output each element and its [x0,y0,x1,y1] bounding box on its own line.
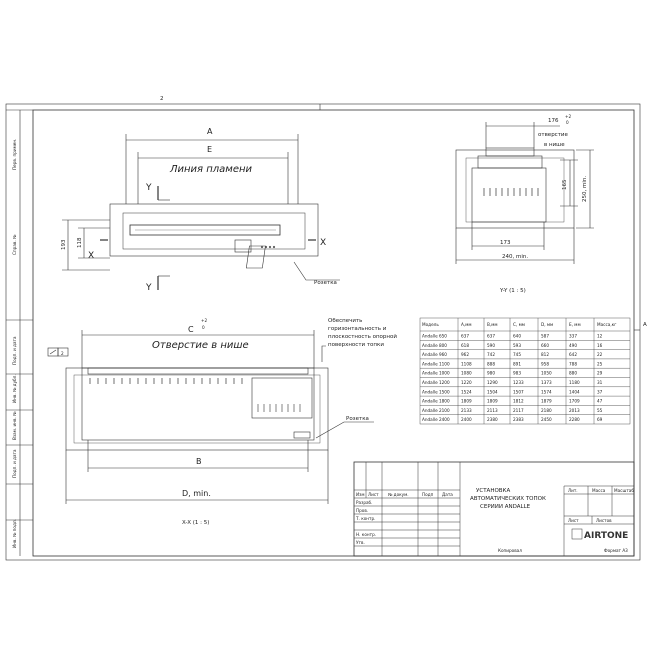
table-cell: Andalle 1000 [422,370,450,376]
svg-text:Отверстие в нише: Отверстие в нише [152,340,249,351]
svg-text:Перв. примен.: Перв. примен. [12,138,17,170]
left-stamp [12,139,17,548]
table-header-cell: A,мм [461,322,472,327]
table-cell: 12 [597,333,603,339]
front-vent-slots [90,378,242,384]
airtone-logo: AIRTONE [584,531,629,541]
svg-text:0: 0 [202,325,205,330]
side-view-labels [499,114,588,294]
table-cell: 2133 [461,407,472,413]
svg-text:Изм: Изм [356,492,365,497]
svg-text:176: 176 [548,118,559,124]
table-cell: 55 [597,407,603,413]
table-cell: 637 [487,333,495,339]
table-cell: 618 [461,342,469,348]
table-cell: Andalle 960 [422,352,447,358]
table-cell: 2380 [487,417,498,423]
table-cell: Andalle 2100 [422,407,450,413]
table-header-cell: Масса,кг [597,322,617,327]
side-vent-slots [484,188,538,196]
table-cell: 1809 [487,398,498,404]
table-cell: 980 [487,370,495,376]
svg-text:Листов: Листов [596,518,612,523]
svg-text:0: 0 [566,120,569,125]
table-cell: 1050 [541,370,552,376]
table-cell: Andalle 2400 [422,417,450,423]
svg-text:X: X [88,251,95,261]
svg-text:Формат А3: Формат А3 [604,548,628,553]
svg-text:СЕРИИИ ANDALLE: СЕРИИИ ANDALLE [480,504,531,510]
table-cell: 1373 [541,380,552,385]
table-cell: 2450 [541,417,552,423]
svg-text:Т. контр.: Т. контр. [356,516,376,521]
svg-text:B: B [196,457,202,466]
svg-text:165: 165 [562,179,568,190]
svg-text:Лист: Лист [368,492,379,497]
svg-text:Масса: Масса [592,488,606,493]
svg-text:№ докум.: № докум. [388,492,409,497]
table-cell: 745 [513,352,521,358]
table-header-cell: C, мм [513,322,525,327]
table-cell: Andalle 1200 [422,380,450,385]
table-cell: 742 [487,352,495,358]
svg-text:X-X (1 : 5): X-X (1 : 5) [182,520,210,526]
svg-text:Лит.: Лит. [568,488,578,493]
svg-text:Розетка: Розетка [314,280,337,286]
svg-text:Y-Y (1 : 5): Y-Y (1 : 5) [500,288,526,294]
side-view [456,122,594,264]
table-cell: 880 [569,370,577,376]
socket-box [246,246,265,268]
table-cell: 22 [597,352,603,358]
table-cell: 1507 [513,389,524,395]
svg-text:Справ. №: Справ. № [12,234,17,255]
table-cell: Andalle 1500 [422,389,450,395]
table-cell: 637 [461,333,469,339]
svg-text:Разраб.: Разраб. [356,500,373,505]
svg-text:Обеспечить: Обеспечить [328,318,363,324]
svg-text:+2: +2 [565,114,572,119]
table-cell: 2013 [569,407,580,413]
table-cell: 2180 [541,407,552,413]
table-cell: 587 [541,333,549,339]
table-cell: 2400 [461,417,472,423]
svg-text:горизонтальность и: горизонтальность и [328,326,387,332]
svg-text:Линия пламени: Линия пламени [170,164,253,175]
svg-text:2: 2 [61,351,64,356]
table-cell: 2280 [569,417,580,423]
table-cell: 1809 [461,398,472,404]
svg-text:Н. контр.: Н. контр. [356,532,377,537]
table-header-cell: Модель [422,322,439,327]
table-cell: 1404 [569,389,580,395]
svg-text:Взам. инв. №: Взам. инв. № [12,411,17,440]
table-cell: Andalle 1800 [422,398,450,404]
svg-text:193: 193 [61,239,67,250]
table-cell: Andalle 1100 [422,361,450,367]
outer-frame [6,104,640,560]
svg-text:Подп: Подп [422,492,434,497]
model-table-text [422,322,616,422]
table-cell: 590 [487,342,495,348]
svg-text:X: X [320,238,327,248]
front-view [48,330,374,504]
svg-text:240, min.: 240, min. [502,254,529,260]
table-cell: 640 [513,333,521,339]
table-header-cell: E, мм [569,322,581,327]
table-cell: Andalle 800 [422,342,447,348]
table-header-cell: D, мм [541,322,554,327]
svg-text:Y: Y [146,183,152,193]
table-cell: 1108 [461,361,472,367]
table-cell: 1290 [487,380,498,385]
table-cell: 660 [541,342,549,348]
svg-text:250, min.: 250, min. [582,175,588,202]
svg-text:Розетка: Розетка [346,416,369,422]
table-cell: 2117 [513,407,524,413]
svg-text:поверхности топки: поверхности топки [328,342,384,348]
svg-text:Утв.: Утв. [356,540,365,545]
table-cell: 25 [597,361,603,367]
table-cell: 2113 [487,407,498,413]
svg-text:в нише: в нише [544,142,565,148]
table-cell: 1879 [541,398,552,404]
svg-text:АВТОМАТИЧЕСКИХ ТОПОК: АВТОМАТИЧЕСКИХ ТОПОК [470,496,546,502]
table-cell: 2383 [513,417,524,423]
table-cell: 1233 [513,380,524,385]
svg-text:Пров.: Пров. [356,508,369,513]
table-cell: 1574 [541,389,552,395]
table-cell: 958 [541,361,549,367]
table-cell: 962 [461,352,469,358]
svg-text:Подп. и дата: Подп. и дата [12,336,17,365]
table-cell: 29 [597,370,603,376]
svg-text:Лист: Лист [568,518,579,523]
table-cell: 1180 [569,380,580,385]
svg-text:Y: Y [146,283,152,293]
status-leds [261,246,275,248]
top-view [62,134,340,290]
table-cell: 337 [569,333,577,339]
table-cell: Andalle 650 [422,333,447,339]
airtone-logo-box [572,529,582,539]
svg-text:C: C [188,325,194,334]
table-cell: 69 [597,417,603,423]
svg-text:Подп. и дата: Подп. и дата [12,449,17,478]
zone-label-top: 2 [160,96,164,102]
table-cell: 1080 [461,370,472,376]
table-cell: 788 [569,361,577,367]
table-cell: 983 [513,370,521,376]
table-header-cell: B,мм [487,322,498,327]
svg-text:+2: +2 [201,318,208,323]
zone-label-right: A [643,322,647,328]
svg-text:A: A [207,127,213,136]
svg-text:отверстие: отверстие [538,132,568,138]
table-cell: 1524 [461,389,472,395]
svg-text:Инв. № дубл.: Инв. № дубл. [12,374,17,403]
svg-text:Копировал: Копировал [498,548,522,553]
svg-text:Инв. № подл.: Инв. № подл. [12,519,17,548]
svg-text:Масштаб: Масштаб [614,488,634,493]
table-cell: 812 [541,352,549,358]
svg-text:E: E [207,145,213,154]
svg-text:плоскостность опорной: плоскостность опорной [328,334,397,340]
table-cell: 1220 [461,380,472,385]
table-cell: 891 [513,361,521,367]
table-cell: 642 [569,352,577,358]
table-cell: 1812 [513,398,524,404]
table-cell: 1504 [487,389,498,395]
panel-vent-slots [258,404,300,412]
table-cell: 31 [597,380,603,385]
top-view-labels [61,127,337,293]
table-cell: 16 [597,342,603,348]
table-cell: 888 [487,361,495,367]
svg-text:Дата: Дата [442,492,453,497]
table-cell: 37 [597,389,603,395]
svg-text:D, min.: D, min. [182,489,211,498]
table-cell: 47 [597,398,603,404]
svg-text:УСТАНОВКА: УСТАНОВКА [476,488,511,494]
table-cell: 490 [569,342,577,348]
svg-text:173: 173 [500,240,511,246]
svg-text:118: 118 [77,237,83,248]
table-cell: 1709 [569,398,580,404]
table-cell: 593 [513,342,521,348]
